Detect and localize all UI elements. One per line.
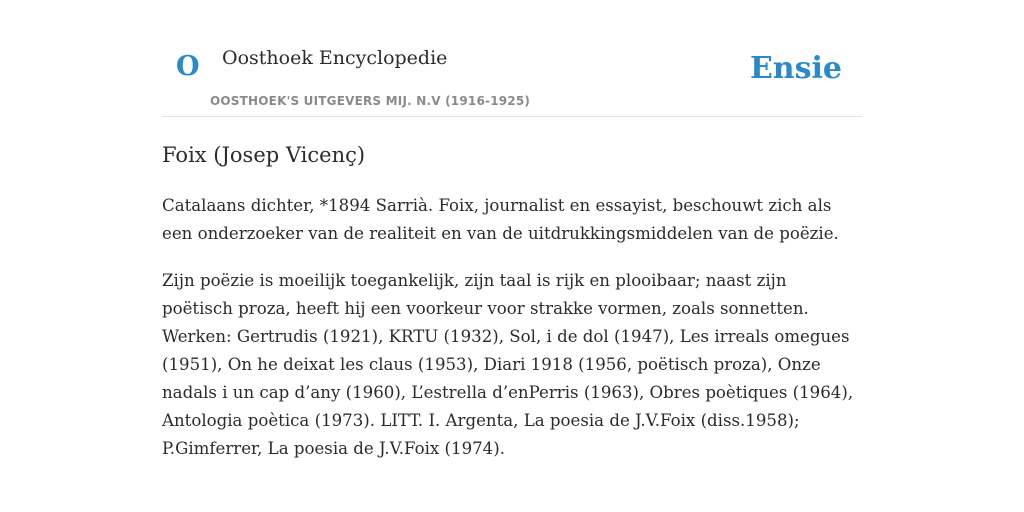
article-paragraph: Zijn poëzie is moeilijk toegankelijk, zijn taal is rijk en plooibaar; naast zijn poëtisch proza, heeft hij een voorkeur voor strakke vormen, zoals sonnetten. Werken: Gertrudis (1921), KRTU (1932), Sol, i de dol (1947), Les irreals omegues (1951), On he deixat les claus (1953), Diari 1918 (1956, poëtisch proza), Onze nadals i un cap d’any (1960), L’estrella d’enPerris (1963), Obres poètiques (1964), Antologia poètica (1973). LITT. I. Argenta, La poesia de J.V.Foix (diss.1958); P.Gimferrer, La poesia de J.V.Foix (1974).: [162, 271, 854, 458]
site-name[interactable]: Oosthoek Encyclopedie: [222, 47, 448, 69]
site-header: [162, 0, 862, 117]
page-container: [162, 0, 862, 458]
logo-letter[interactable]: O: [176, 51, 200, 82]
ensie-logo-link[interactable]: Ensie: [749, 51, 842, 86]
publisher-label: OOSTHOEK'S UITGEVERS MIJ. N.V (1916-1925): [210, 94, 531, 108]
article-paragraph: Catalaans dichter, *1894 Sarrià. Foix, journalist en essayist, beschouwt zich als een onderzoeker van de realiteit en van de uitdrukkingsmiddelen van de poëzie.: [162, 196, 839, 243]
article-title: Foix (Josep Vicenç): [162, 143, 366, 167]
